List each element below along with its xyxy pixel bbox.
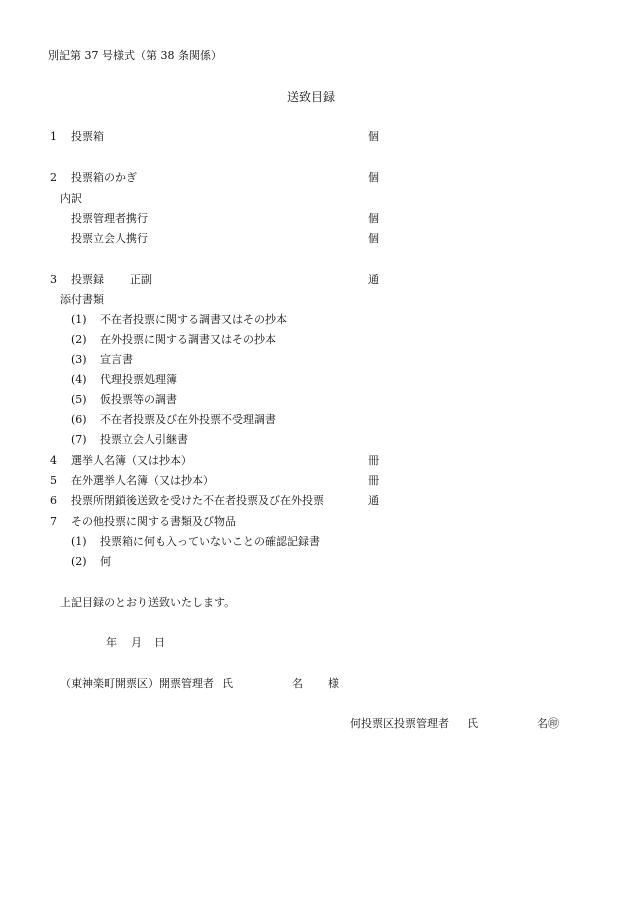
date-month: 月 — [131, 636, 142, 649]
form-reference: 別記第 37 号様式（第 38 条関係） — [48, 49, 222, 62]
item-unit: 冊 — [368, 474, 379, 487]
item-unit: 個 — [368, 171, 379, 184]
item-unit: 通 — [368, 494, 379, 507]
attachment-number: (4) — [71, 373, 87, 386]
attachment-number: (7) — [71, 433, 87, 446]
item-label: 投票録 — [71, 273, 104, 286]
sender-shi: 氏 — [467, 717, 478, 730]
attachments-label: 添付書類 — [60, 293, 104, 306]
attachment-label: 投票立会人引継書 — [100, 433, 188, 446]
recipient-title: （東神楽町開票区）開票管理者 — [60, 677, 214, 690]
attachment-label: 在外投票に関する調書又はその抄本 — [100, 333, 276, 346]
item-number: 2 — [50, 171, 57, 184]
date-year: 年 — [106, 636, 117, 649]
attachment-label: 宣言書 — [100, 353, 133, 366]
attachment-label: 代理投票処理簿 — [100, 373, 177, 386]
item-label: 投票箱のかぎ — [71, 171, 137, 184]
breakdown-label: 内訳 — [60, 192, 82, 205]
sub-item-unit: 個 — [368, 232, 379, 245]
item-number: 7 — [50, 515, 57, 528]
item-label: 投票箱 — [71, 130, 104, 143]
sub-item-label: 何 — [100, 555, 111, 568]
item-unit: 個 — [368, 130, 379, 143]
sender-title: 何投票区投票管理者 — [350, 717, 449, 730]
sub-item-label: 投票箱に何も入っていないことの確認記録書 — [100, 535, 320, 548]
date-day: 日 — [154, 636, 165, 649]
sub-item-unit: 個 — [368, 212, 379, 225]
item-unit: 通 — [368, 273, 379, 286]
item-number: 3 — [50, 273, 57, 286]
item-label: 投票所閉鎖後送致を受けた不在者投票及び在外投票 — [71, 494, 324, 507]
item-number: 4 — [50, 454, 57, 467]
recipient-shi: 氏 — [222, 677, 233, 690]
item-label: その他投票に関する書類及び物品 — [71, 515, 236, 528]
item-label: 選挙人名簿（又は抄本） — [71, 454, 192, 467]
transmittal-statement: 上記目録のとおり送致いたします。 — [60, 596, 236, 609]
sub-item-number: (2) — [71, 555, 87, 568]
sub-item-number: (1) — [71, 535, 87, 548]
sub-item-label: 投票立会人携行 — [71, 232, 148, 245]
item-copies: 正副 — [130, 273, 152, 286]
attachment-number: (3) — [71, 353, 87, 366]
attachment-number: (1) — [71, 313, 87, 326]
document-title: 送致目録 — [287, 90, 336, 104]
item-unit: 冊 — [368, 454, 379, 467]
attachment-label: 不在者投票及び在外投票不受理調書 — [100, 413, 276, 426]
attachment-number: (5) — [71, 393, 87, 406]
attachment-label: 仮投票等の調書 — [100, 393, 177, 406]
item-number: 6 — [50, 494, 57, 507]
attachment-number: (2) — [71, 333, 87, 346]
attachment-label: 不在者投票に関する調書又はその抄本 — [100, 313, 287, 326]
item-label: 在外選挙人名簿（又は抄本） — [71, 474, 214, 487]
item-number: 5 — [50, 474, 57, 487]
item-number: 1 — [50, 130, 57, 143]
attachment-number: (6) — [71, 413, 87, 426]
recipient-mei: 名 — [292, 677, 303, 690]
recipient-honorific: 様 — [328, 677, 339, 690]
sub-item-label: 投票管理者携行 — [71, 212, 148, 225]
sender-mei-seal: 名㊞ — [537, 717, 559, 730]
